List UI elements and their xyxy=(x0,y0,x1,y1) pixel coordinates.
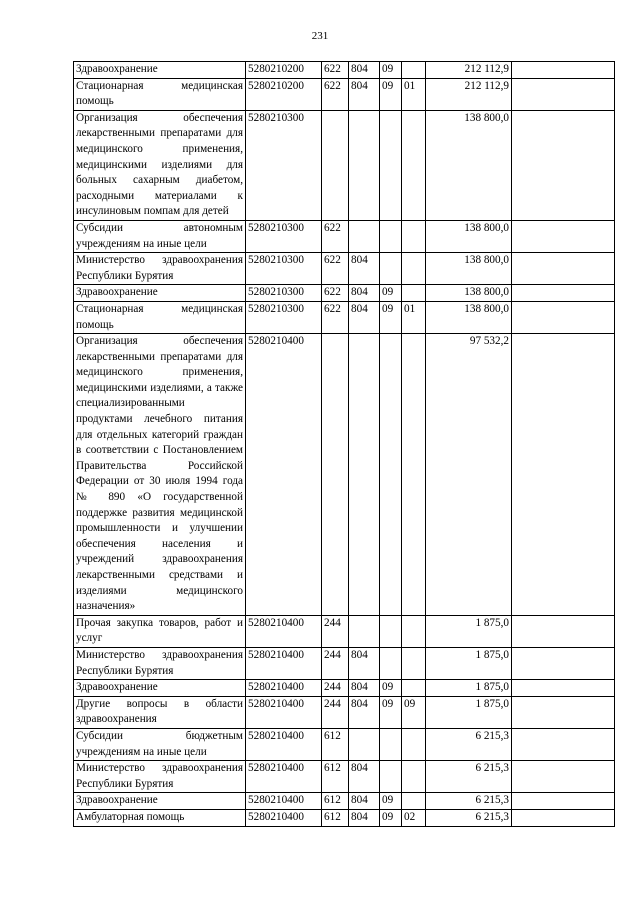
row-name-cell: Прочая закупка товаров, работ и услуг xyxy=(74,615,246,647)
row-code-cell: 5280210300 xyxy=(246,110,322,220)
row-sub-cell xyxy=(402,680,426,697)
row-sub-cell xyxy=(402,334,426,616)
row-name-cell: Стационарная медицинская помощь xyxy=(74,301,246,333)
row-name-cell: Здравоохранение xyxy=(74,793,246,810)
row-sub-cell xyxy=(402,110,426,220)
row-amount-cell: 138 800,0 xyxy=(426,301,512,333)
row-name-cell: Министерство здравоохранения Республики Бурятия xyxy=(74,761,246,793)
row-pr-cell: 09 xyxy=(380,62,402,79)
row-pr-cell xyxy=(380,220,402,252)
row-name-cell: Здравоохранение xyxy=(74,285,246,302)
row-extra-cell xyxy=(512,680,615,697)
budget-table xyxy=(73,61,615,827)
row-code-cell: 5280210400 xyxy=(246,696,322,728)
row-name-cell: Субсидии бюджетным учреждениям на иные цели xyxy=(74,728,246,760)
row-rz-cell xyxy=(349,615,380,647)
row-code-cell: 5280210300 xyxy=(246,301,322,333)
row-vr-cell xyxy=(322,110,349,220)
row-extra-cell xyxy=(512,615,615,647)
row-rz-cell: 804 xyxy=(349,301,380,333)
row-code-cell: 5280210400 xyxy=(246,793,322,810)
row-sub-cell: 01 xyxy=(402,301,426,333)
table-body xyxy=(74,62,615,827)
row-code-cell: 5280210400 xyxy=(246,647,322,679)
row-amount-cell: 138 800,0 xyxy=(426,285,512,302)
row-rz-cell: 804 xyxy=(349,809,380,826)
row-vr-cell: 244 xyxy=(322,615,349,647)
row-name-cell: Министерство здравоохранения Республики Бурятия xyxy=(74,253,246,285)
row-vr-cell: 244 xyxy=(322,680,349,697)
row-name-cell: Другие вопросы в области здравоохранения xyxy=(74,696,246,728)
row-pr-cell: 09 xyxy=(380,793,402,810)
row-sub-cell xyxy=(402,62,426,79)
row-vr-cell: 244 xyxy=(322,647,349,679)
row-extra-cell xyxy=(512,696,615,728)
row-code-cell: 5280210400 xyxy=(246,680,322,697)
row-amount-cell: 138 800,0 xyxy=(426,220,512,252)
row-extra-cell xyxy=(512,220,615,252)
row-pr-cell: 09 xyxy=(380,78,402,110)
row-pr-cell xyxy=(380,615,402,647)
row-extra-cell xyxy=(512,78,615,110)
row-rz-cell: 804 xyxy=(349,696,380,728)
row-vr-cell: 622 xyxy=(322,301,349,333)
table-row xyxy=(74,793,615,810)
row-vr-cell xyxy=(322,334,349,616)
row-vr-cell: 612 xyxy=(322,809,349,826)
row-pr-cell: 09 xyxy=(380,301,402,333)
row-rz-cell: 804 xyxy=(349,78,380,110)
row-amount-cell: 6 215,3 xyxy=(426,793,512,810)
row-sub-cell: 02 xyxy=(402,809,426,826)
table-row xyxy=(74,301,615,333)
row-vr-cell: 622 xyxy=(322,253,349,285)
row-name-cell: Здравоохранение xyxy=(74,680,246,697)
row-extra-cell xyxy=(512,62,615,79)
row-vr-cell: 612 xyxy=(322,793,349,810)
table-row xyxy=(74,809,615,826)
table-row xyxy=(74,78,615,110)
row-rz-cell: 804 xyxy=(349,761,380,793)
row-sub-cell xyxy=(402,285,426,302)
row-amount-cell: 6 215,3 xyxy=(426,809,512,826)
row-pr-cell xyxy=(380,647,402,679)
row-amount-cell: 1 875,0 xyxy=(426,680,512,697)
table-row xyxy=(74,62,615,79)
row-vr-cell: 612 xyxy=(322,728,349,760)
row-name-cell: Министерство здравоохранения Республики Бурятия xyxy=(74,647,246,679)
row-sub-cell: 01 xyxy=(402,78,426,110)
row-sub-cell xyxy=(402,220,426,252)
row-amount-cell: 212 112,9 xyxy=(426,62,512,79)
row-pr-cell xyxy=(380,110,402,220)
row-code-cell: 5280210200 xyxy=(246,62,322,79)
row-rz-cell xyxy=(349,110,380,220)
row-extra-cell xyxy=(512,334,615,616)
row-extra-cell xyxy=(512,110,615,220)
table-row xyxy=(74,680,615,697)
row-name-cell: Стационарная медицинская помощь xyxy=(74,78,246,110)
row-code-cell: 5280210200 xyxy=(246,78,322,110)
row-rz-cell: 804 xyxy=(349,253,380,285)
table-row xyxy=(74,615,615,647)
table-row xyxy=(74,696,615,728)
row-amount-cell: 1 875,0 xyxy=(426,696,512,728)
row-rz-cell xyxy=(349,220,380,252)
table-row xyxy=(74,253,615,285)
row-code-cell: 5280210300 xyxy=(246,253,322,285)
row-rz-cell: 804 xyxy=(349,680,380,697)
table-row xyxy=(74,761,615,793)
table-row xyxy=(74,110,615,220)
row-sub-cell xyxy=(402,253,426,285)
row-sub-cell xyxy=(402,615,426,647)
row-pr-cell: 09 xyxy=(380,285,402,302)
row-amount-cell: 1 875,0 xyxy=(426,615,512,647)
row-sub-cell xyxy=(402,728,426,760)
row-sub-cell xyxy=(402,793,426,810)
row-amount-cell: 6 215,3 xyxy=(426,761,512,793)
row-amount-cell: 138 800,0 xyxy=(426,110,512,220)
row-sub-cell: 09 xyxy=(402,696,426,728)
row-amount-cell: 212 112,9 xyxy=(426,78,512,110)
row-rz-cell: 804 xyxy=(349,793,380,810)
row-extra-cell xyxy=(512,253,615,285)
row-code-cell: 5280210400 xyxy=(246,728,322,760)
row-rz-cell xyxy=(349,334,380,616)
row-extra-cell xyxy=(512,809,615,826)
row-sub-cell xyxy=(402,647,426,679)
row-extra-cell xyxy=(512,301,615,333)
row-amount-cell: 6 215,3 xyxy=(426,728,512,760)
row-vr-cell: 622 xyxy=(322,220,349,252)
row-name-cell: Организация обеспечения лекарственными препаратами для медицинского применения, медицинскими изделиями, а также специализированными продуктами лечебного питания для отдельных категорий граждан в соответствии с Постановлением Правительства Российской Федерации от 30 июля 1994 года № 890 «О государственной поддержке развития медицинской промышленности и улучшении обеспечения населения и учреждений здравоохранения лекарственными средствами и изделиями медицинского назначения» xyxy=(74,334,246,616)
row-pr-cell xyxy=(380,253,402,285)
row-code-cell: 5280210400 xyxy=(246,334,322,616)
row-vr-cell: 622 xyxy=(322,78,349,110)
row-code-cell: 5280210400 xyxy=(246,761,322,793)
row-name-cell: Организация обеспечения лекарственными препаратами для медицинского применения, медицинскими изделиями для больных сахарным диабетом, расходными материалами к инсулиновым помпам для детей xyxy=(74,110,246,220)
row-code-cell: 5280210300 xyxy=(246,285,322,302)
row-name-cell: Субсидии автономным учреждениям на иные цели xyxy=(74,220,246,252)
row-extra-cell xyxy=(512,728,615,760)
row-pr-cell: 09 xyxy=(380,809,402,826)
row-amount-cell: 97 532,2 xyxy=(426,334,512,616)
row-vr-cell: 622 xyxy=(322,285,349,302)
row-name-cell: Амбулаторная помощь xyxy=(74,809,246,826)
row-pr-cell xyxy=(380,334,402,616)
table-row xyxy=(74,334,615,616)
row-vr-cell: 622 xyxy=(322,62,349,79)
row-pr-cell xyxy=(380,728,402,760)
row-code-cell: 5280210400 xyxy=(246,809,322,826)
row-extra-cell xyxy=(512,761,615,793)
row-code-cell: 5280210300 xyxy=(246,220,322,252)
table-row xyxy=(74,220,615,252)
row-vr-cell: 612 xyxy=(322,761,349,793)
row-extra-cell xyxy=(512,285,615,302)
table-row xyxy=(74,728,615,760)
row-extra-cell xyxy=(512,793,615,810)
page-number: 231 xyxy=(311,30,329,42)
row-code-cell: 5280210400 xyxy=(246,615,322,647)
row-pr-cell: 09 xyxy=(380,680,402,697)
row-pr-cell: 09 xyxy=(380,696,402,728)
row-amount-cell: 138 800,0 xyxy=(426,253,512,285)
row-rz-cell: 804 xyxy=(349,647,380,679)
row-vr-cell: 244 xyxy=(322,696,349,728)
row-rz-cell: 804 xyxy=(349,62,380,79)
row-rz-cell: 804 xyxy=(349,285,380,302)
row-rz-cell xyxy=(349,728,380,760)
row-sub-cell xyxy=(402,761,426,793)
table-row xyxy=(74,285,615,302)
row-amount-cell: 1 875,0 xyxy=(426,647,512,679)
table-row xyxy=(74,647,615,679)
row-pr-cell xyxy=(380,761,402,793)
row-extra-cell xyxy=(512,647,615,679)
row-name-cell: Здравоохранение xyxy=(74,62,246,79)
